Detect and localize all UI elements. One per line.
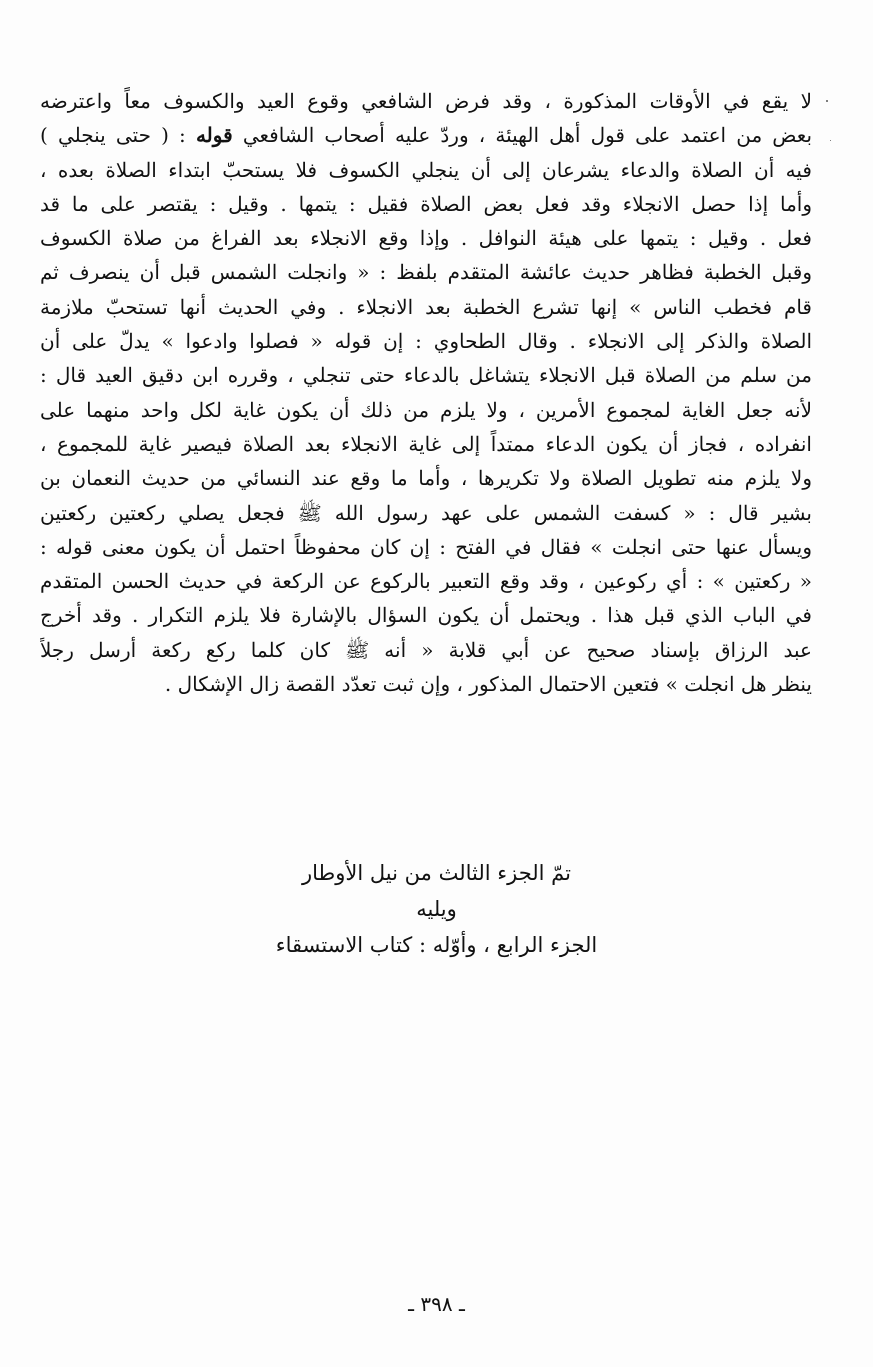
text-line-1: لا يقع في الأوقات المذكورة ، وقد فرض الشافعي وقوع العيد والكسوف معاً واعترضه: [40, 89, 812, 113]
page-number: ـ ٣٩٨ ـ: [408, 1292, 465, 1316]
text-line-13: بشير قال : « كسفت الشمس على عهد رسول الله ﷺ فجعل يصلي ركعتين ركعتين: [40, 500, 812, 525]
bold-keyword: قوله: [195, 123, 233, 148]
text-line-5: فعل . وقيل : يتمها على هيئة النوافل . وإذا وقع الانجلاء بعد الفراغ من صلاة الكسوف: [40, 226, 812, 251]
closing-note: [0, 855, 873, 963]
text-line-2: [40, 118, 812, 152]
text-line-8: الصلاة والذكر إلى الانجلاء . وقال الطحاوي : إن قوله « فصلوا وادعوا » يدلّ على أن: [40, 329, 812, 354]
text-line-14: ويسأل عنها حتى انجلت » فقال في الفتح : إن كان محفوظاً احتمل أن يكون معنى قوله :: [40, 534, 812, 559]
text-line-18: ينظر هل انجلت » فتعين الاحتمال المذكور ، وإن ثبت تعدّد القصة زال الإشكال .: [164, 672, 812, 697]
text-line-9: من سلم من الصلاة قبل الانجلاء يتشاغل بالدعاء حتى تنجلي ، وقرره ابن دقيق العيد قال :: [40, 363, 812, 388]
text-line-2-start: بعض من اعتمد على قول أهل الهيئة ، وردّ عليه أصحاب الشافعي: [242, 123, 812, 148]
text-line-4: وأما إذا حصل الانجلاء وقد فعل بعض الصلاة فقيل : يتمها . وقيل : يقتصر على ما قد: [40, 191, 812, 216]
closing-line-3: الجزء الرابع ، وأوّله : كتاب الاستسقاء: [275, 933, 598, 957]
scan-speck: [826, 100, 828, 102]
text-line-6: وقبل الخطبة فظاهر حديث عائشة المتقدم بلفظ : « وانجلت الشمس قبل أن ينصرف ثم: [40, 260, 812, 285]
text-line-11: انفراده ، فجاز أن يكون الدعاء ممتداً إلى غاية الانجلاء بعد الصلاة فيصير غاية للمجموع ،: [40, 431, 812, 456]
closing-line-2: ويليه: [416, 897, 457, 921]
text-line-2-end: : ( حتى ينجلي ): [40, 123, 186, 148]
text-line-10: لأنه جعل الغاية لمجموع الأمرين ، ولا يلزم من ذلك أن يكون غاية لكل واحد منهما على: [40, 397, 812, 422]
main-paragraph: [40, 84, 812, 701]
text-line-17: عبد الرزاق بإسناد صحيح عن أبي قلابة « أنه ﷺ كان كلما ركع ركعة أرسل رجلاً: [40, 637, 812, 662]
text-line-12: ولا يلزم منه تطويل الصلاة ولا تكريرها ، وأما ما وقع عند النسائي من حديث النعمان بن: [40, 466, 812, 491]
text-line-3: فيه أن الصلاة والدعاء يشرعان إلى أن ينجلي الكسوف فلا يستحبّ ابتداء الصلاة بعده ،: [40, 157, 812, 182]
scan-speck: [830, 140, 831, 141]
text-line-7: قام فخطب الناس » إنها تشرع الخطبة بعد الانجلاء . وفي الحديث أنها تستحبّ ملازمة: [40, 294, 812, 319]
text-line-15: « ركعتين » : أي ركوعين ، وقد وقع التعبير بالركوع عن الركعة في حديث الحسن المتقدم: [40, 569, 812, 594]
closing-line-1: تمّ الجزء الثالث من نيل الأوطار: [302, 861, 571, 885]
text-line-16: في الباب الذي قبل هذا . ويحتمل أن يكون السؤال بالإشارة فلا يلزم التكرار . وقد أخرج: [40, 603, 812, 628]
